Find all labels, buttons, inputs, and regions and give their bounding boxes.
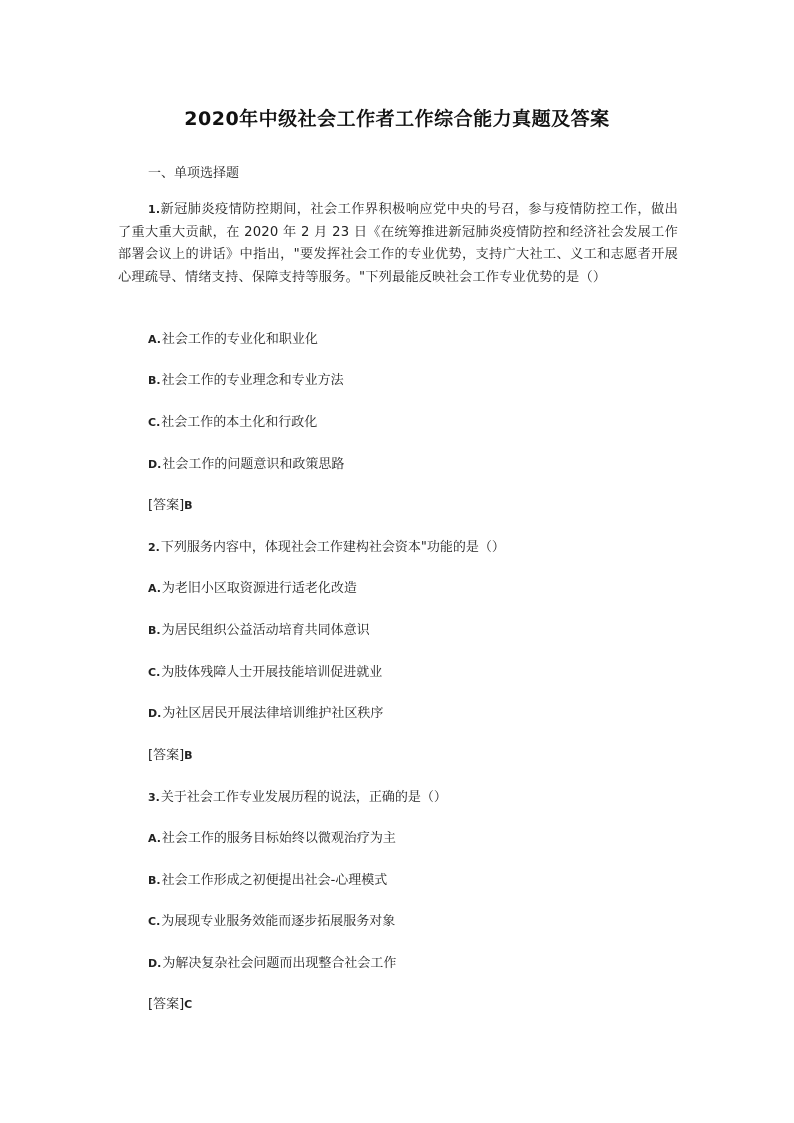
question-1-answer bbox=[148, 494, 193, 513]
option-text: 社会工作的服务目标始终以微观治疗为主 bbox=[161, 831, 396, 846]
answer-prefix: [答案] bbox=[148, 498, 185, 513]
option-text: 为肢体残障人士开展技能培训促进就业 bbox=[161, 665, 383, 680]
question-2-answer bbox=[148, 744, 193, 763]
question-number: 2. bbox=[148, 541, 160, 554]
question-3-option-c bbox=[148, 910, 395, 929]
question-1-option-b bbox=[148, 369, 344, 388]
question-number: 1. bbox=[148, 203, 161, 216]
option-text: 社会工作的专业理念和专业方法 bbox=[161, 373, 344, 388]
question-text: 新冠肺炎疫情防控期间，社会工作界积极响应党中央的号召，参与疫情防控工作，做出了重大重大贡献，在 2020 年 2 月 23 日《在统筹推进新冠肺炎疫情防控和经济社会发展工作部署会议上的讲话》中指出，"要发挥社会工作的专业优势，支持广大社工、义工和志愿者开展心理疏导、情绪支持、保障支持等服务。"下列最能反映社会工作专业优势的是（） bbox=[118, 202, 678, 285]
option-text: 为居民组织公益活动培育共同体意识 bbox=[161, 623, 370, 638]
question-2-option-b bbox=[148, 619, 370, 638]
answer-value: B bbox=[184, 749, 193, 762]
option-label: B. bbox=[148, 874, 161, 887]
question-1-option-c bbox=[148, 411, 317, 430]
answer-value: B bbox=[184, 499, 193, 512]
question-1-stem bbox=[118, 199, 678, 289]
option-text: 为老旧小区取资源进行适老化改造 bbox=[161, 581, 357, 596]
question-3-answer bbox=[148, 993, 192, 1012]
document-title: 2020年中级社会工作者工作综合能力真题及答案 bbox=[184, 108, 610, 130]
question-3-stem bbox=[148, 786, 447, 805]
question-2-option-a bbox=[148, 577, 357, 596]
question-text: 关于社会工作专业发展历程的说法，正确的是（） bbox=[160, 790, 447, 805]
option-text: 社会工作形成之初便提出社会-心理模式 bbox=[161, 873, 388, 888]
option-label: A. bbox=[148, 832, 161, 845]
option-label: C. bbox=[148, 666, 161, 679]
option-text: 社会工作的专业化和职业化 bbox=[161, 332, 318, 347]
option-text: 为社区居民开展法律培训维护社区秩序 bbox=[162, 706, 384, 721]
question-2-option-d bbox=[148, 702, 383, 721]
option-text: 社会工作的本土化和行政化 bbox=[161, 415, 318, 430]
option-label: A. bbox=[148, 582, 161, 595]
option-label: D. bbox=[148, 707, 162, 720]
option-text: 为解决复杂社会问题而出现整合社会工作 bbox=[162, 956, 397, 971]
question-text: 下列服务内容中，体现社会工作建构社会资本"功能的是（） bbox=[160, 540, 505, 555]
question-3-option-b bbox=[148, 869, 387, 888]
question-1-option-d bbox=[148, 453, 344, 472]
option-text: 为展现专业服务效能而逐步拓展服务对象 bbox=[161, 914, 396, 929]
option-label: D. bbox=[148, 458, 162, 471]
question-3-option-d bbox=[148, 952, 396, 971]
option-label: B. bbox=[148, 374, 161, 387]
option-label: A. bbox=[148, 333, 161, 346]
option-label: B. bbox=[148, 624, 161, 637]
question-2-stem bbox=[148, 536, 505, 555]
answer-prefix: [答案] bbox=[148, 997, 185, 1012]
question-3-option-a bbox=[148, 827, 396, 846]
section-heading: 一、单项选择题 bbox=[148, 166, 240, 181]
option-text: 社会工作的问题意识和政策思路 bbox=[162, 457, 345, 472]
option-label: D. bbox=[148, 957, 162, 970]
question-1-option-a bbox=[148, 328, 318, 347]
question-number: 3. bbox=[148, 791, 160, 804]
option-label: C. bbox=[148, 416, 161, 429]
question-2-option-c bbox=[148, 661, 382, 680]
option-label: C. bbox=[148, 915, 161, 928]
answer-prefix: [答案] bbox=[148, 748, 185, 763]
answer-value: C bbox=[184, 998, 193, 1011]
